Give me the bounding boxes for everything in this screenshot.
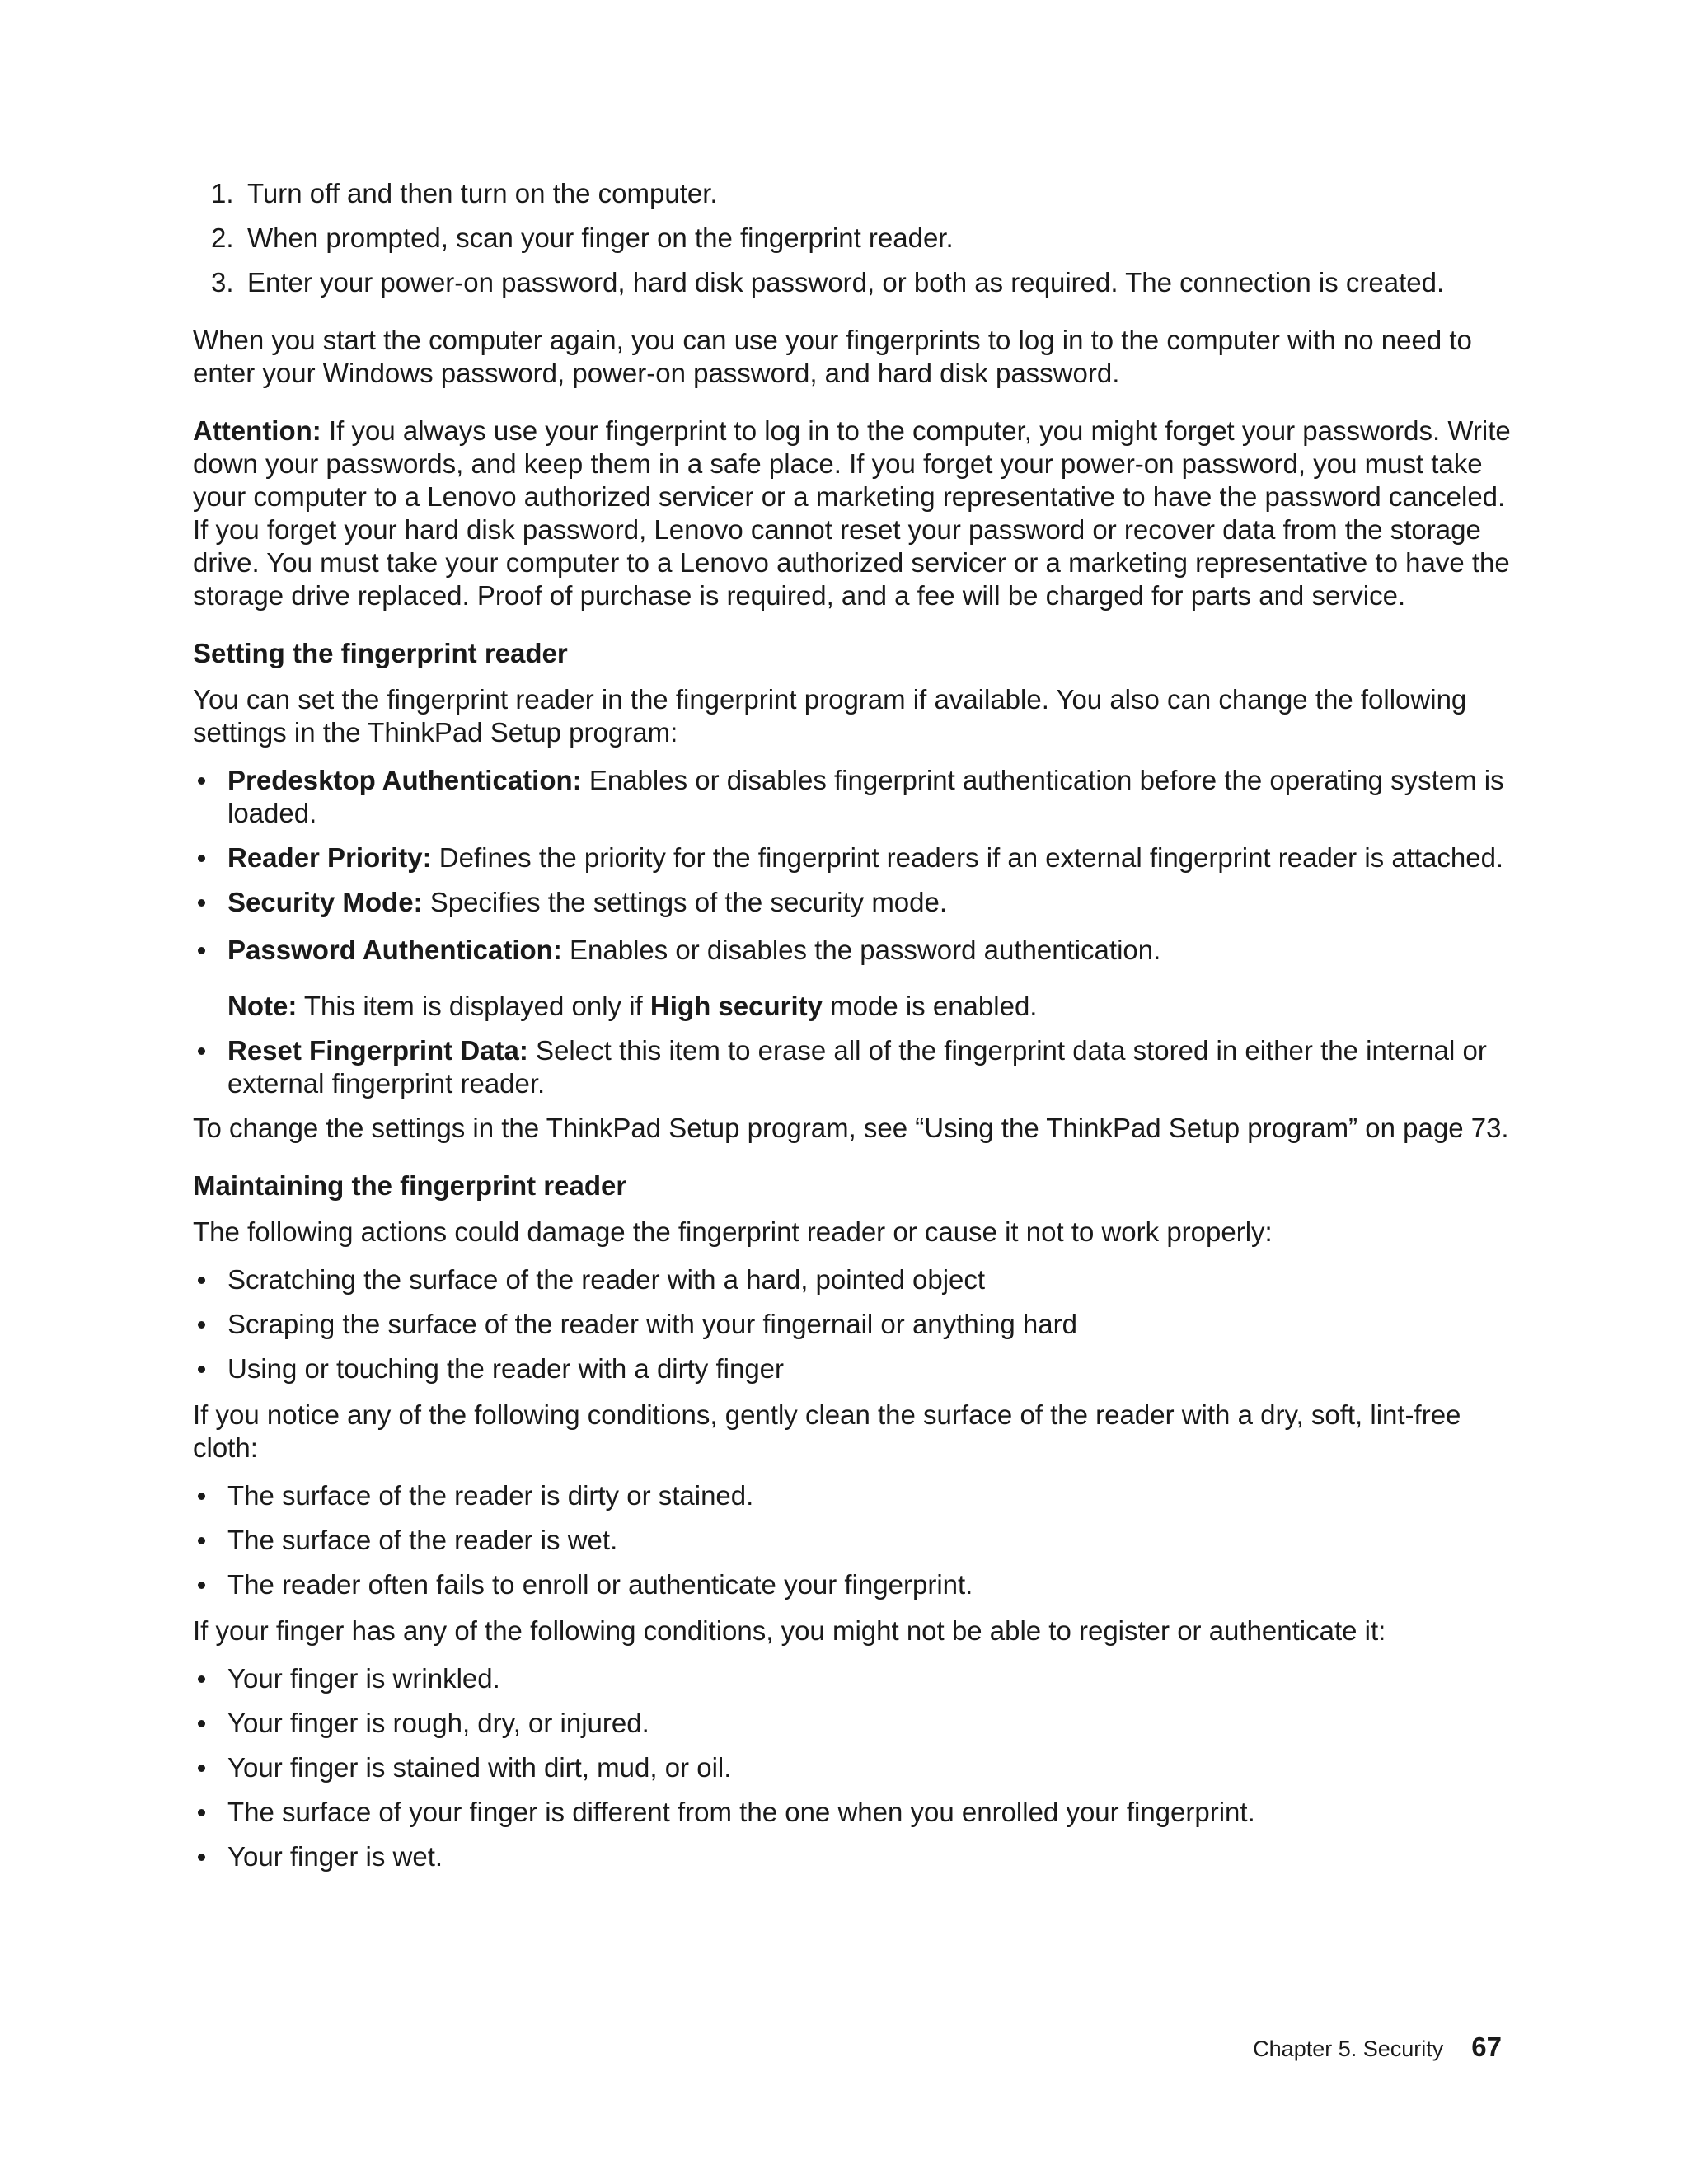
list-item: Your finger is wrinkled. [193,1662,1512,1695]
list-item: Your finger is rough, dry, or injured. [193,1707,1512,1740]
chapter-label: Chapter 5. Security [1253,2036,1444,2061]
list-item: Security Mode: Specifies the settings of the security mode. [193,886,1512,919]
setting-intro: You can set the fingerprint reader in the fingerprint program if available. You also can change the following settings in the ThinkPad Setup program: [193,684,1467,748]
list-item: The surface of the reader is dirty or stained. [193,1479,1512,1512]
clean-list [193,1479,1512,1601]
note-block: Note: This item is displayed only if High security mode is enabled. [227,991,1038,1021]
list-item: Predesktop Authentication: Enables or disables fingerprint authentication before the operating system is loaded. [193,764,1512,830]
section-heading-maintaining: Maintaining the fingerprint reader [193,1170,627,1201]
list-item: Using or touching the reader with a dirty finger [193,1352,1512,1385]
numbered-steps [193,177,1512,299]
setting-list-continued [193,1034,1512,1100]
list-item: The surface of your finger is different from the one when you enrolled your fingerprint. [193,1796,1512,1829]
setting-closing: To change the settings in the ThinkPad Setup program, see “Using the ThinkPad Setup program” on page 73. [193,1113,1509,1143]
note-label: Note: [227,991,298,1021]
page-footer [1253,2032,1502,2064]
list-item: Reader Priority: Defines the priority for the fingerprint readers if an external fingerprint reader is attached. [193,841,1512,874]
section-heading-setting: Setting the fingerprint reader [193,638,568,668]
list-item: 3. Enter your power-on password, hard disk password, or both as required. The connection is created. [211,267,1445,298]
list-item: 2. When prompted, scan your finger on the fingerprint reader. [211,223,954,253]
list-item: Scratching the surface of the reader with a hard, pointed object [193,1263,1512,1296]
maintaining-intro: The following actions could damage the fingerprint reader or cause it not to work properly: [193,1216,1273,1247]
list-item: Scraping the surface of the reader with your fingernail or anything hard [193,1308,1512,1341]
finger-list [193,1662,1512,1873]
page-number: 67 [1471,2032,1502,2062]
document-page [193,177,1512,1886]
attention-paragraph: Attention: If you always use your fingerprint to log in to the computer, you might forget your passwords. Write down your passwords, and keep them in a safe place. If you forget your power-on password, you must take your computer to a Lenovo authorized servicer or a marketing representative to have the password canceled. If you forget your hard disk password, Lenovo cannot reset your password or recover data from the storage drive. You must take your computer to a Lenovo authorized servicer or a marketing representative to have the storage drive replaced. Proof of purchase is required, and a fee will be charged for parts and service. [193,415,1511,611]
paragraph-login-info: When you start the computer again, you can use your fingerprints to log in to the computer with no need to enter your Windows password, power-on password, and hard disk password. [193,325,1472,388]
attention-label: Attention: [193,415,321,446]
clean-intro: If you notice any of the following conditions, gently clean the surface of the reader with a dry, soft, lint-free cloth: [193,1399,1461,1463]
finger-intro: If your finger has any of the following conditions, you might not be able to register or authenticate it: [193,1615,1386,1646]
list-item: Your finger is wet. [193,1840,1512,1873]
list-item: The reader often fails to enroll or authenticate your fingerprint. [193,1568,1512,1601]
list-item: Reset Fingerprint Data: Select this item to erase all of the fingerprint data stored in either the internal or external fingerprint reader. [193,1034,1512,1100]
list-item: The surface of the reader is wet. [193,1524,1512,1557]
list-item: Password Authentication: Enables or disables the password authentication. [193,934,1512,967]
list-item: 1. Turn off and then turn on the computer. [211,178,718,209]
damage-list [193,1263,1512,1385]
list-item: Your finger is stained with dirt, mud, or oil. [193,1751,1512,1784]
setting-list [193,764,1512,967]
